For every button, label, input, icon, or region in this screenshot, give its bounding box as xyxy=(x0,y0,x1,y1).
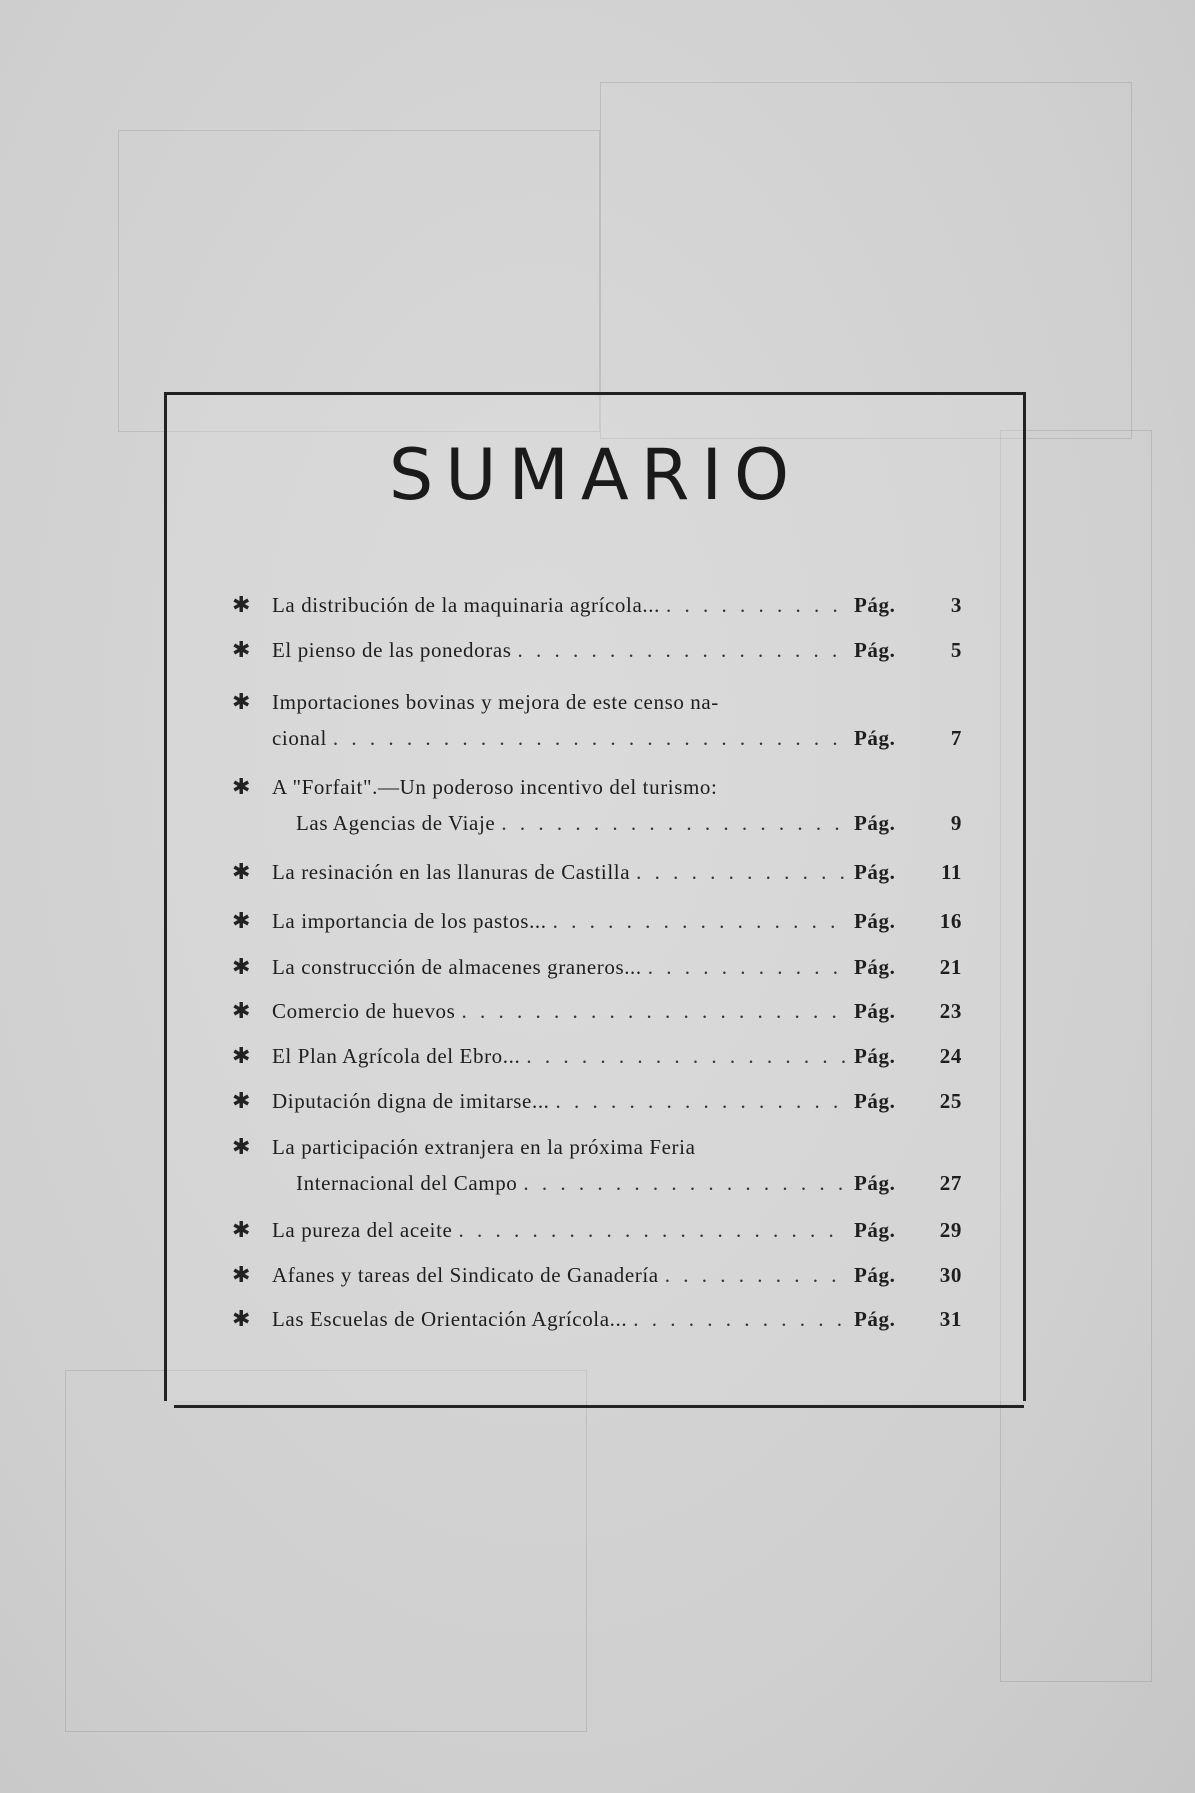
leader-dots xyxy=(461,999,848,1024)
asterisk-star-icon: ✱ xyxy=(232,690,252,715)
leader-dots xyxy=(556,1089,848,1114)
bleed-through-box xyxy=(65,1370,587,1732)
asterisk-star-icon: ✱ xyxy=(232,1307,252,1332)
asterisk-star-icon: ✱ xyxy=(232,775,252,800)
page-number: 3 xyxy=(950,593,962,617)
toc-entry-title: El pienso de las ponedoras xyxy=(272,638,512,662)
leader-dots xyxy=(633,1307,848,1332)
toc-entry-title: La pureza del aceite xyxy=(272,1218,453,1242)
page-number: 21 xyxy=(939,955,962,979)
leader-dots xyxy=(526,1044,848,1069)
toc-entry-title: La distribución de la maquinaria agrícola... xyxy=(272,593,660,617)
leader-dots xyxy=(333,726,848,751)
toc-entry xyxy=(232,1089,962,1125)
toc-entry xyxy=(232,860,962,896)
toc-entry-title: La resinación en las llanuras de Castilla xyxy=(272,860,631,884)
toc-entry xyxy=(232,1044,962,1080)
toc-entry-title: Importaciones bovinas y mejora de este censo na- xyxy=(272,690,719,714)
leader-dots xyxy=(523,1171,848,1196)
page-label: Pág. xyxy=(854,860,896,884)
asterisk-star-icon: ✱ xyxy=(232,1218,252,1243)
toc-entry xyxy=(232,638,962,674)
leader-dots xyxy=(458,1218,848,1243)
asterisk-star-icon: ✱ xyxy=(232,999,252,1024)
page-label: Pág. xyxy=(854,909,896,933)
asterisk-star-icon: ✱ xyxy=(232,1135,252,1160)
page-label: Pág. xyxy=(854,999,896,1023)
toc-entry xyxy=(232,909,962,945)
leader-dots xyxy=(518,638,848,663)
page-title: SUMARIO xyxy=(388,434,802,516)
toc-entry-title: Afanes y tareas del Sindicato de Ganadería xyxy=(272,1263,659,1287)
asterisk-star-icon: ✱ xyxy=(232,1044,252,1069)
toc-entry xyxy=(232,955,962,991)
toc-entry-title: La participación extranjera en la próxima Feria xyxy=(272,1135,696,1159)
page-label: Pág. xyxy=(854,811,896,835)
page-number: 23 xyxy=(939,999,962,1023)
leader-dots xyxy=(553,909,848,934)
toc-entry-title: La importancia de los pastos... xyxy=(272,909,547,933)
page-label: Pág. xyxy=(854,1171,896,1195)
page-number: 16 xyxy=(939,909,962,933)
leader-dots xyxy=(501,811,848,836)
bleed-through-box xyxy=(600,82,1132,439)
page-label: Pág. xyxy=(854,1044,896,1068)
asterisk-star-icon: ✱ xyxy=(232,955,252,980)
leader-dots xyxy=(648,955,848,980)
page-label: Pág. xyxy=(854,1218,896,1242)
toc-entry-title-continued: cional xyxy=(272,726,327,750)
page-number: 27 xyxy=(939,1171,962,1195)
leader-dots xyxy=(666,593,848,618)
bleed-through-box xyxy=(118,130,600,432)
page-number: 31 xyxy=(939,1307,962,1331)
toc-entry xyxy=(232,999,962,1035)
toc-entry xyxy=(232,1263,962,1299)
toc-entry-title: Comercio de huevos xyxy=(272,999,456,1023)
toc-entry-title-continued: Internacional del Campo xyxy=(296,1171,518,1195)
asterisk-star-icon: ✱ xyxy=(232,593,252,618)
toc-entry xyxy=(232,775,962,847)
page-number: 25 xyxy=(939,1089,962,1113)
toc-entry xyxy=(232,593,962,629)
page-label: Pág. xyxy=(854,1263,896,1287)
leader-dots xyxy=(665,1263,848,1288)
toc-entry-title: La construcción de almacenes graneros... xyxy=(272,955,642,979)
page-label: Pág. xyxy=(854,955,896,979)
toc-entry-title: El Plan Agrícola del Ebro... xyxy=(272,1044,521,1068)
toc-entry-title-continued: Las Agencias de Viaje xyxy=(296,811,496,835)
asterisk-star-icon: ✱ xyxy=(232,909,252,934)
page-number: 7 xyxy=(950,726,962,750)
page-label: Pág. xyxy=(854,1089,896,1113)
page-number: 24 xyxy=(939,1044,962,1068)
asterisk-star-icon: ✱ xyxy=(232,638,252,663)
asterisk-star-icon: ✱ xyxy=(232,860,252,885)
page-label: Pág. xyxy=(854,638,896,662)
asterisk-star-icon: ✱ xyxy=(232,1263,252,1288)
page-label: Pág. xyxy=(854,726,896,750)
page-label: Pág. xyxy=(854,593,896,617)
toc-entry xyxy=(232,1218,962,1254)
page-number: 30 xyxy=(939,1263,962,1287)
frame-bottom-rule xyxy=(174,1405,1024,1408)
toc-entry xyxy=(232,1307,962,1343)
toc-entry-title: Diputación digna de imitarse... xyxy=(272,1089,550,1113)
page-number: 29 xyxy=(939,1218,962,1242)
toc-entry xyxy=(232,690,962,762)
toc-entry xyxy=(232,1135,962,1207)
toc-entry-title: A "Forfait".—Un poderoso incentivo del turismo: xyxy=(272,775,718,799)
page-label: Pág. xyxy=(854,1307,896,1331)
toc-entry-title: Las Escuelas de Orientación Agrícola... xyxy=(272,1307,628,1331)
page-number: 5 xyxy=(950,638,962,662)
asterisk-star-icon: ✱ xyxy=(232,1089,252,1114)
leader-dots xyxy=(636,860,848,885)
page-number: 9 xyxy=(950,811,962,835)
page-number: 11 xyxy=(940,860,962,884)
